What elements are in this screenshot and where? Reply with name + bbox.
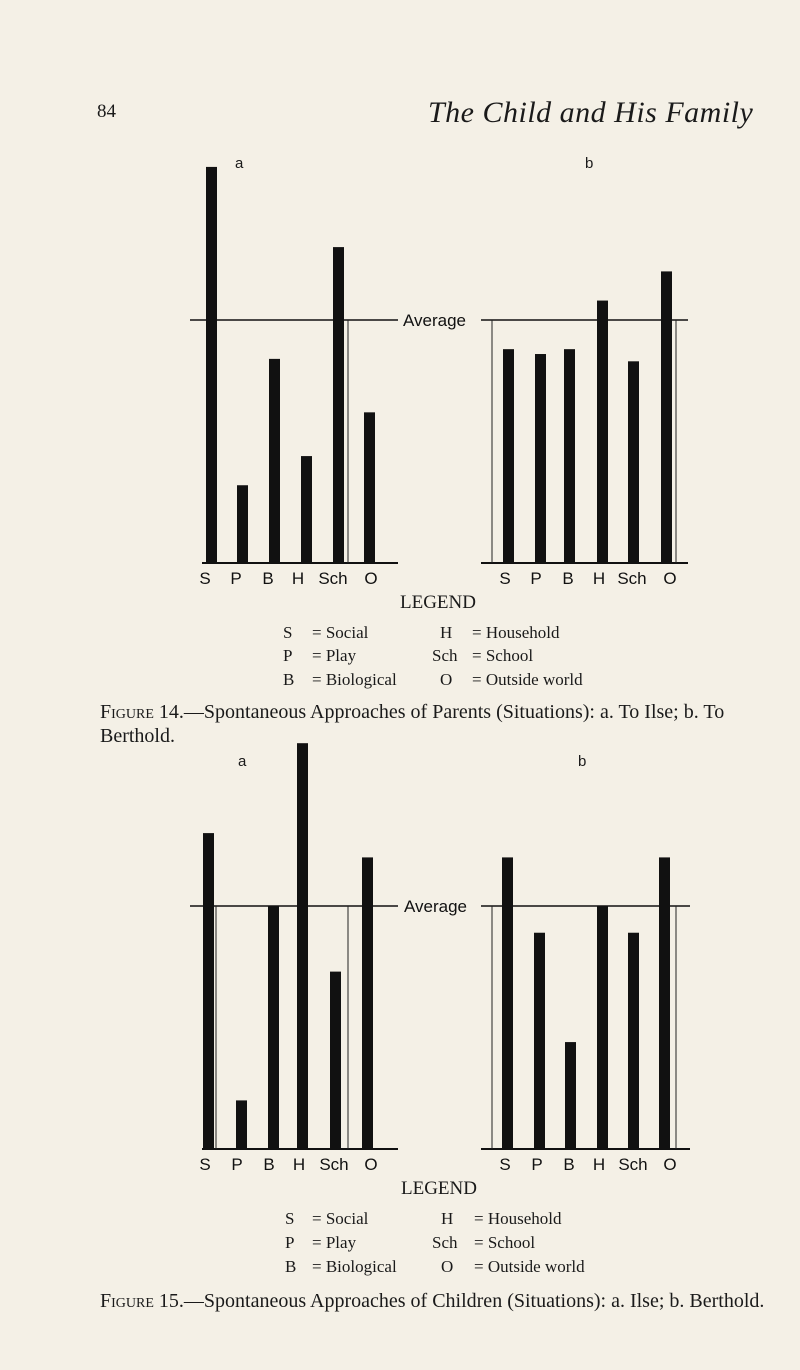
fig15-bar-a-o: [362, 857, 373, 1149]
fig15-legend-s-label: = Social: [312, 1209, 369, 1228]
fig15-legend-p-label: = Play: [312, 1233, 357, 1252]
fig15-tick-b-b: B: [563, 1155, 575, 1174]
fig14-legend-h-code: H: [440, 623, 453, 642]
fig15-legend-s-code: S: [285, 1209, 295, 1228]
fig14-bar-a-s: [206, 167, 217, 563]
fig15-bar-a-h: [297, 743, 308, 1149]
fig15-panel-b-letter: b: [578, 753, 587, 770]
fig14-bar-b-o: [661, 271, 672, 563]
fig15-bar-a-b: [268, 906, 279, 1149]
figure-14-chart: [190, 167, 688, 588]
fig14-tick-a-p: P: [230, 569, 242, 588]
fig15-average-label: Average: [404, 897, 468, 916]
fig15-legend-sch-label: = School: [474, 1233, 536, 1252]
fig15-tick-b-p: P: [531, 1155, 543, 1174]
figure-15-caption: Figure 15.—Spontaneous Approaches of Children (Situations): a. Ilse; b. Berthold.: [100, 1290, 765, 1312]
fig15-tick-a-sch: Sch: [319, 1155, 349, 1174]
fig14-tick-a-s: S: [199, 569, 211, 588]
fig15-tick-b-s: S: [499, 1155, 511, 1174]
fig14-legend-h-label: = Household: [472, 623, 560, 642]
fig14-tick-a-sch: Sch: [318, 569, 348, 588]
fig14-legend-title: LEGEND: [400, 592, 476, 613]
fig14-tick-b-h: H: [592, 569, 606, 588]
fig15-bar-a-sch: [330, 972, 341, 1149]
fig15-bar-b-s: [502, 857, 513, 1149]
fig14-tick-b-sch: Sch: [617, 569, 647, 588]
fig15-tick-a-p: P: [231, 1155, 243, 1174]
fig15-legend-p-code: P: [285, 1233, 295, 1252]
fig14-tick-a-o: O: [364, 569, 378, 588]
fig14-legend-p-label: = Play: [312, 646, 357, 665]
fig15-bar-b-h: [597, 906, 608, 1149]
fig15-bar-b-p: [534, 933, 545, 1149]
fig15-legend-o-code: O: [441, 1257, 454, 1276]
fig15-tick-a-h: H: [292, 1155, 306, 1174]
fig14-tick-b-s: S: [499, 569, 511, 588]
fig15-tick-a-s: S: [199, 1155, 211, 1174]
fig14-bar-a-o: [364, 412, 375, 563]
fig14-legend-o-code: O: [440, 670, 453, 689]
fig14-tick-a-b: B: [262, 569, 274, 588]
fig14-legend-sch-label: = School: [472, 646, 534, 665]
fig15-legend-title: LEGEND: [401, 1178, 477, 1199]
fig14-bar-b-b: [564, 349, 575, 563]
fig14-bar-b-h: [597, 301, 608, 563]
fig15-legend-b-label: = Biological: [312, 1257, 397, 1276]
fig14-bar-a-h: [301, 456, 312, 563]
fig15-tick-a-b: B: [263, 1155, 275, 1174]
fig14-legend-s-code: S: [283, 623, 293, 642]
fig15-bar-b-o: [659, 857, 670, 1149]
page-number: 84: [97, 101, 116, 122]
fig14-legend-b-label: = Biological: [312, 670, 397, 689]
fig14-panel-a-letter: a: [235, 155, 244, 172]
running-title: The Child and His Family: [428, 96, 754, 129]
fig15-legend-sch-code: Sch: [432, 1233, 458, 1252]
fig15-legend-o-label: = Outside world: [474, 1257, 585, 1276]
fig14-legend-b-code: B: [283, 670, 295, 689]
fig14-bar-b-sch: [628, 361, 639, 563]
fig15-bar-a-s: [203, 833, 214, 1149]
fig14-tick-b-p: P: [530, 569, 542, 588]
fig14-bar-b-p: [535, 354, 546, 563]
fig15-bar-b-b: [565, 1042, 576, 1149]
fig15-bar-b-sch: [628, 933, 639, 1149]
fig14-tick-b-b: B: [562, 569, 574, 588]
fig15-legend-h-label: = Household: [474, 1209, 562, 1228]
fig15-tick-b-h: H: [592, 1155, 606, 1174]
fig15-bar-a-p: [236, 1100, 247, 1149]
fig15-legend-b-code: B: [285, 1257, 297, 1276]
fig14-legend-p-code: P: [283, 646, 293, 665]
fig15-tick-b-o: O: [663, 1155, 677, 1174]
fig14-bar-a-p: [237, 485, 248, 563]
fig14-legend-s-label: = Social: [312, 623, 369, 642]
figure-14-caption: Figure 14.—Spontaneous Approaches of Parents (Situations): a. To Ilse; b. To Berthold.: [100, 701, 725, 747]
fig14-legend-sch-code: Sch: [432, 646, 458, 665]
fig15-panel-a-letter: a: [238, 753, 247, 770]
fig14-bar-a-sch: [333, 247, 344, 563]
fig14-average-label: Average: [403, 311, 467, 330]
fig14-panel-b-letter: b: [585, 155, 594, 172]
fig14-tick-a-h: H: [291, 569, 305, 588]
fig15-tick-b-sch: Sch: [618, 1155, 648, 1174]
fig15-tick-a-o: O: [364, 1155, 378, 1174]
fig15-legend-h-code: H: [441, 1209, 454, 1228]
figure-15-chart: [190, 743, 690, 1174]
fig14-tick-b-o: O: [663, 569, 677, 588]
fig14-bar-b-s: [503, 349, 514, 563]
fig14-bar-a-b: [269, 359, 280, 563]
fig14-legend-o-label: = Outside world: [472, 670, 583, 689]
